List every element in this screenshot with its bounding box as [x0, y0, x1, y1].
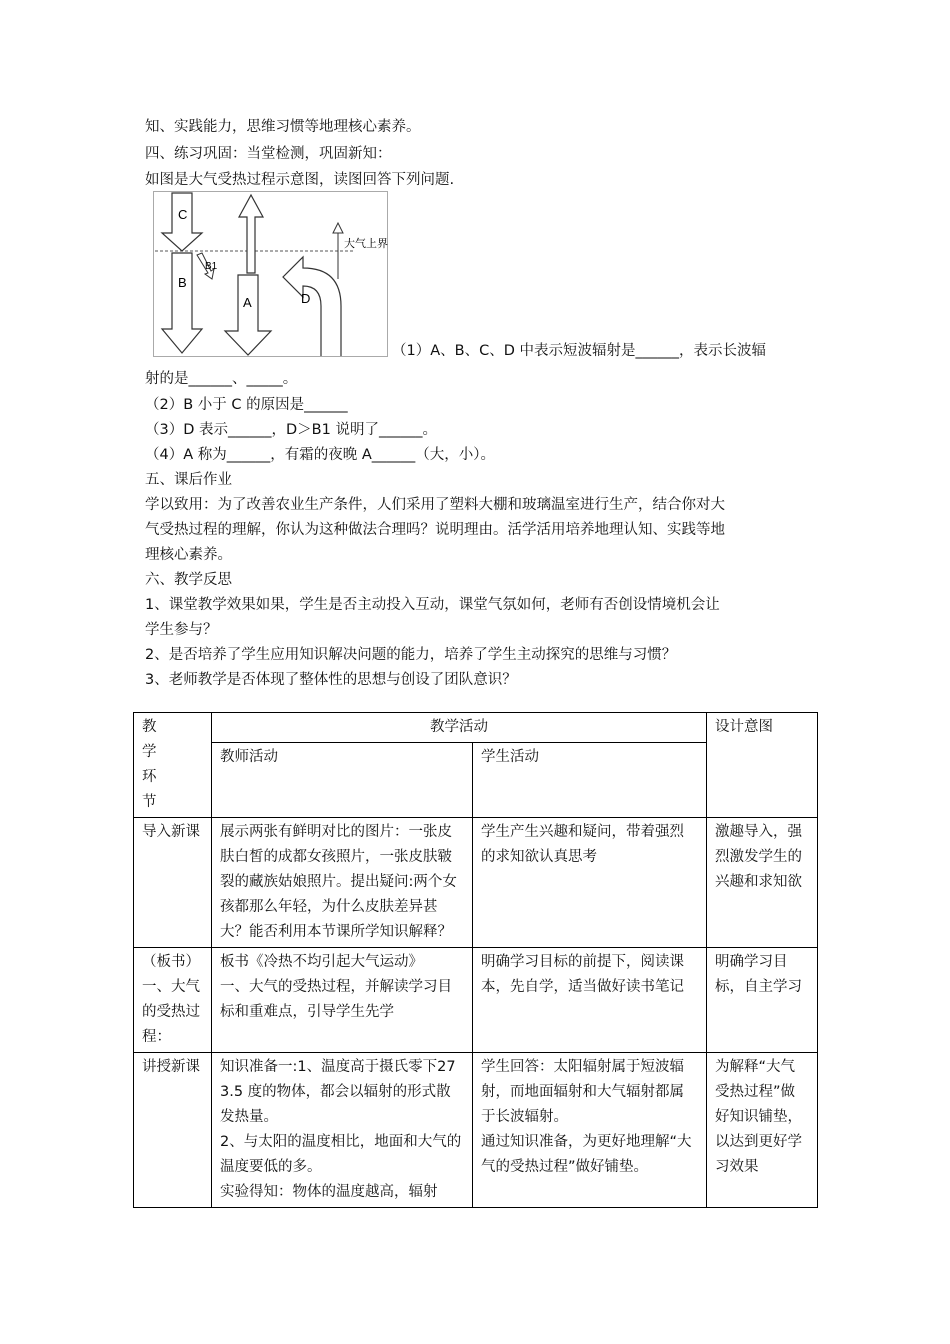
question-1-part-1: （1）A、B、C、D 中表示短波辐射是______，表示长波辐 — [392, 343, 766, 359]
row-teacher: 展示两张有鲜明对比的图片：一张皮肤白皙的成都女孩照片，一张皮肤皲裂的藏族姑娘照片。提出疑问:两个女孩都那么年轻，为什么皮肤差异甚大？能否利用本节课所学知识解释？ — [212, 818, 473, 948]
homework-line-1: 学以致用：为了改善农业生产条件，人们采用了塑料大棚和玻璃温室进行生产，结合你对大 — [145, 497, 725, 513]
row-teacher: 知识准备一:1、温度高于摄氏零下273.5 度的物体，都会以辐射的形式散发热量。 2、与太阳的温度相比，地面和大气的温度要低的多。 实验得知：物体的温度越高，辐射 — [212, 1053, 473, 1208]
label-d: D — [301, 291, 311, 306]
row-student: 学生回答：太阳辐射属于短波辐射，而地面辐射和大气辐射都属于长波辐射。 通过知识准备，为更好地理解“大气的受热过程”做好铺垫。 — [473, 1053, 707, 1208]
row-stage: （板书）一、大气的受热过程： — [134, 948, 212, 1053]
label-b1: B1 — [205, 261, 218, 272]
header-stage: 教 学 环 节 — [134, 713, 212, 818]
figure-prompt: 如图是大气受热过程示意图，读图回答下列问题. — [145, 172, 455, 188]
label-a: A — [243, 295, 252, 310]
header-intent: 设计意图 — [707, 713, 818, 818]
homework-line-3: 理核心素养。 — [145, 547, 232, 563]
reflection-item-2: 2、是否培养了学生应用知识解决问题的能力，培养了学生主动探究的思维与习惯？ — [145, 647, 677, 663]
reflection-heading: 六、教学反思 — [145, 572, 232, 588]
row-intent: 为解释“大气受热过程”做好知识铺垫，以达到更好学习效果 — [707, 1053, 818, 1208]
intro-line-1: 知、实践能力，思维习惯等地理核心素养。 — [145, 119, 421, 135]
reflection-item-1-line-2: 学生参与？ — [145, 622, 218, 638]
boundary-label: 大气上界 — [344, 238, 388, 250]
table-header-row-1 — [134, 713, 818, 743]
row-student: 明确学习目标的前提下，阅读课本，先自学，适当做好读书笔记 — [473, 948, 707, 1053]
header-teacher: 教师活动 — [212, 743, 473, 818]
question-2: （2）B 小于 C 的原因是______ — [145, 397, 348, 413]
label-b: B — [178, 275, 187, 290]
reflection-item-3: 3、老师教学是否体现了整体性的思想与创设了团队意识？ — [145, 672, 517, 688]
row-teacher: 板书《冷热不均引起大气运动》 一、大气的受热过程，并解读学习目标和重难点，引导学生先学 — [212, 948, 473, 1053]
section-4-heading: 四、练习巩固：当堂检测，巩固新知： — [145, 146, 392, 162]
homework-line-2: 气受热过程的理解，你认为这种做法合理吗？说明理由。活学活用培养地理认知、实践等地 — [145, 522, 725, 538]
row-intent: 激趣导入，强烈激发学生的兴趣和求知欲 — [707, 818, 818, 948]
question-1-part-2: 射的是______、_____。 — [145, 371, 298, 387]
header-student: 学生活动 — [473, 743, 707, 818]
row-stage: 讲授新课 — [134, 1053, 212, 1208]
row-intent: 明确学习目标，自主学习 — [707, 948, 818, 1053]
question-3: （3）D 表示______，D＞B1 说明了______。 — [145, 422, 437, 438]
header-activities: 教学活动 — [212, 713, 707, 743]
label-c: C — [178, 207, 188, 222]
reflection-item-1-line-1: 1、课堂教学效果如果，学生是否主动投入互动，课堂气氛如何，老师有否创设情境机会让 — [145, 597, 720, 613]
lesson-plan-table — [133, 712, 818, 1208]
homework-heading: 五、课后作业 — [145, 472, 232, 488]
atmosphere-heating-diagram — [153, 191, 388, 357]
row-student: 学生产生兴趣和疑问，带着强烈的求知欲认真思考 — [473, 818, 707, 948]
row-stage: 导入新课 — [134, 818, 212, 948]
table-row — [134, 948, 818, 1053]
question-4: （4）A 称为______，有霜的夜晚 A______（大，小）。 — [145, 447, 496, 463]
table-row — [134, 818, 818, 948]
table-row — [134, 1053, 818, 1208]
